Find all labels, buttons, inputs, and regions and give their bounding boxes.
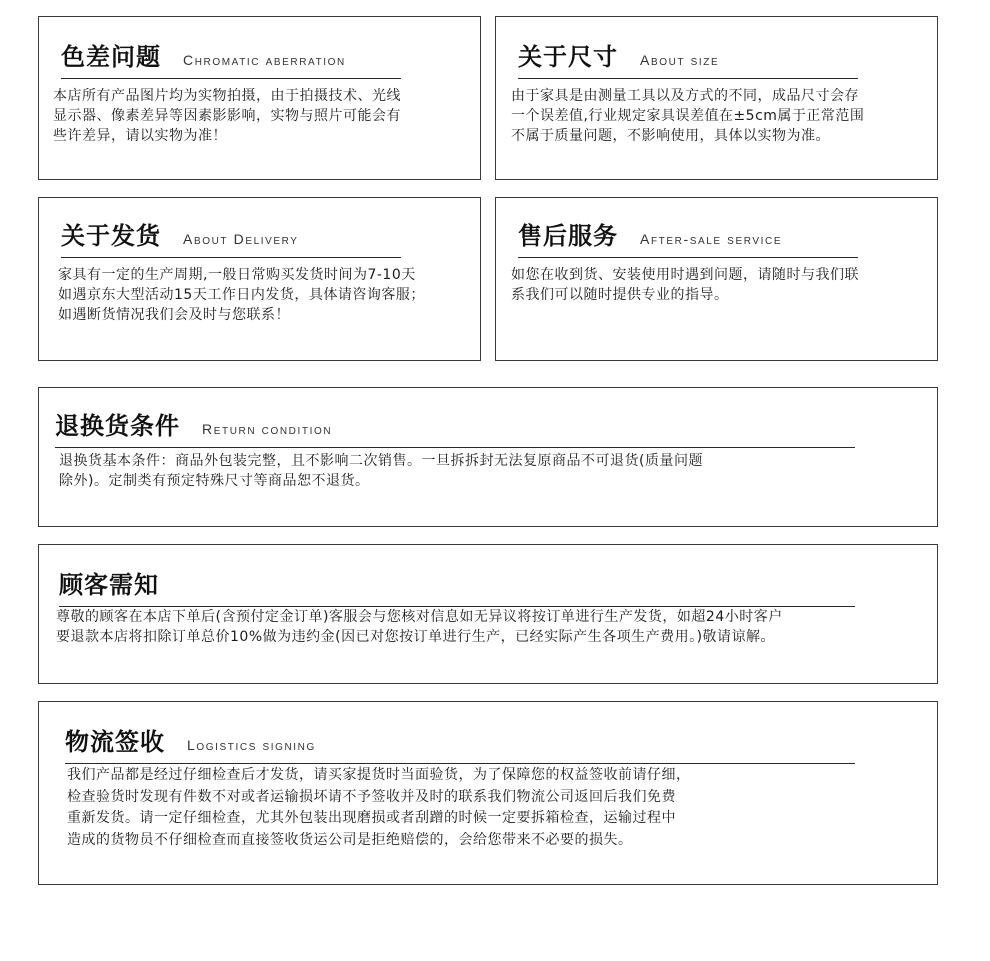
section-heading (61, 37, 401, 79)
section-after-sale-service (495, 197, 938, 361)
section-text: 家具有一定的生产周期,一般日常购买发货时间为7-10天 如遇京东大型活动15天工作日内发货，具体请咨询客服； 如遇断货情况我们会及时与您联系！ (58, 267, 425, 323)
section-return-condition (38, 387, 938, 527)
section-logistics-signing (38, 701, 938, 885)
section-heading (518, 37, 858, 79)
section-about-delivery (38, 197, 481, 361)
section-customer-notice (38, 544, 938, 684)
section-heading (59, 565, 855, 607)
section-about-size (495, 16, 938, 180)
section-title-en: About Delivery (183, 231, 299, 247)
section-heading (55, 406, 855, 448)
section-text: 由于家具是由测量工具以及方式的不同，成品尺寸会存 一个误差值,行业规定家具误差值在±5cm属于正常范围 不属于质量问题，不影响使用，具体以实物为准。 (511, 88, 865, 144)
section-title-en: Return condition (202, 421, 333, 437)
section-title-cn: 物流签收 (65, 728, 165, 756)
section-text: 退换货基本条件：商品外包装完整，且不影响二次销售。一旦拆拆封无法复原商品不可退货(质量问题 除外)。定制类有预定特殊尺寸等商品恕不退货。 (59, 453, 703, 489)
section-title-cn: 退换货条件 (55, 412, 180, 440)
section-chromatic-aberration (38, 16, 481, 180)
section-title-en: Logistics signing (187, 737, 316, 753)
section-title-en: After-sale service (640, 231, 783, 247)
section-title-en: Chromatic aberration (183, 52, 346, 68)
section-title-en: About size (640, 52, 720, 68)
section-title-cn: 售后服务 (518, 222, 618, 250)
section-title-cn: 顾客需知 (59, 571, 159, 599)
section-text: 尊敬的顾客在本店下单后(含预付定金订单)客服会与您核对信息如无异议将按订单进行生产发货，如超24小时客户 要退款本店将扣除订单总价10%做为违约金(因已对您按订单进行生产，已经实际产生各项生产费用。)敬请谅解。 (56, 609, 783, 645)
section-heading (518, 216, 858, 258)
section-text: 如您在收到货、安装使用时遇到问题，请随时与我们联 系我们可以随时提供专业的指导。 (511, 267, 859, 303)
section-heading (61, 216, 401, 258)
section-title-cn: 关于尺寸 (518, 43, 618, 71)
section-heading (65, 722, 855, 764)
section-text: 本店所有产品图片均为实物拍摄，由于拍摄技术、光线 显示器、像素差异等因素影影响，实物与照片可能会有 些许差异，请以实物为准！ (53, 88, 401, 144)
section-title-cn: 关于发货 (61, 222, 161, 250)
section-text: 我们产品都是经过仔细检查后才发货，请买家提货时当面验货，为了保障您的权益签收前请仔细， 检查验货时发现有件数不对或者运输损坏请不予签收并及时的联系我们物流公司返回后我们免费 重新发货。请一定仔细检查，尤其外包装出现磨损或者刮蹭的时候一定要拆箱检查，运输过程中 造成的货物员不仔细检查而直接签收货运公司是拒绝赔偿的，会给您带来不必要的损失。 (67, 767, 691, 848)
section-title-cn: 色差问题 (61, 43, 161, 71)
